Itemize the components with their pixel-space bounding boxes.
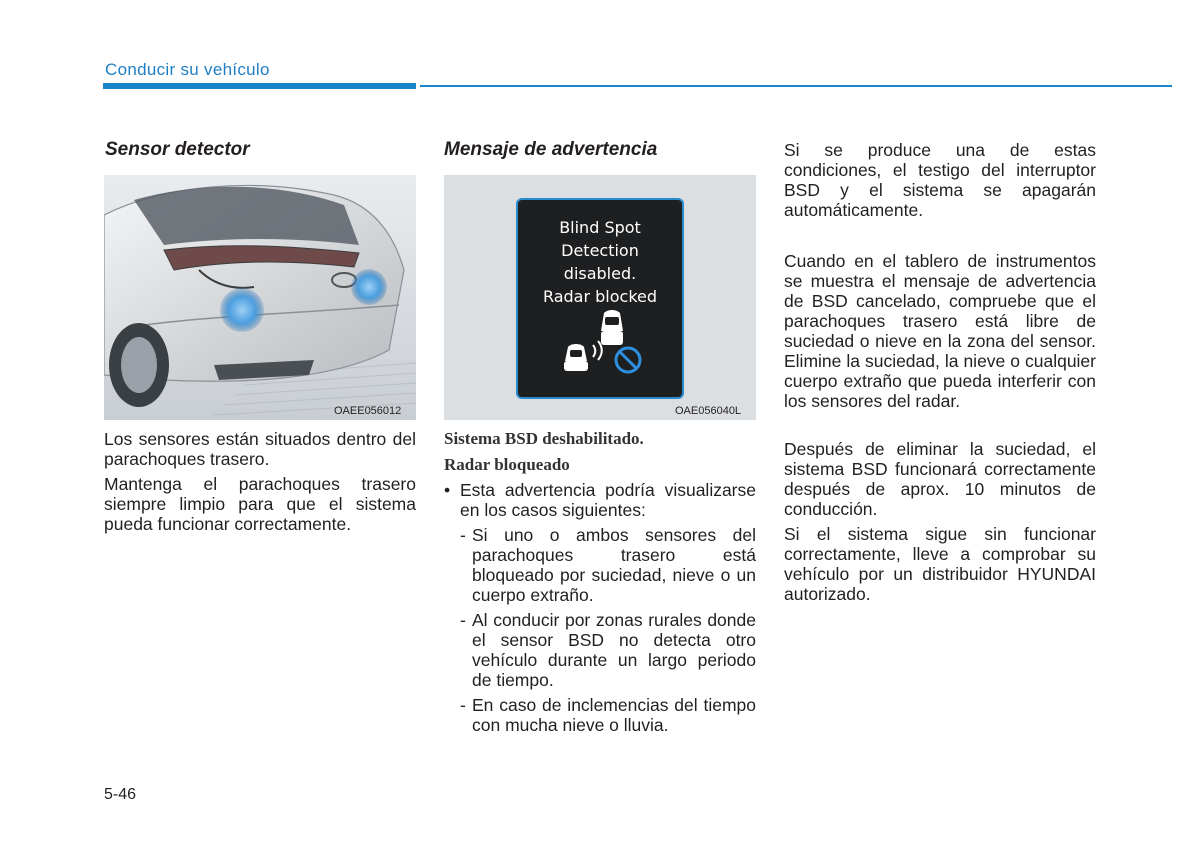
page-number: 5-46 (104, 786, 137, 803)
heading-sensor-detector: Sensor detector (105, 139, 250, 160)
display-line: disabled. (563, 264, 637, 283)
cluster-display (516, 198, 684, 399)
subitem-text: Si uno o ambos sensores del parachoques trasero está bloqueado por suciedad, nieve o un cuerpo extraño. (472, 525, 756, 605)
subitem-text: Al conducir por zonas rurales donde el sensor BSD no detecta otro vehículo durante un largo periodo de tiempo. (472, 610, 756, 690)
warning-conditions-list (444, 480, 756, 735)
figure-rear-bumper-sensors (104, 175, 416, 420)
list-item (444, 610, 756, 690)
paragraph-auto-off: Si se produce una de estas condiciones, el testigo del interruptor BSD y el sistema se apagarán automáticamente. (784, 140, 1096, 220)
dash-mark: - (460, 610, 466, 630)
paragraph-dealer: Si el sistema sigue sin funcionar correctamente, lleve a comprobar su vehículo por un distribuidor HYUNDAI autorizado. (784, 524, 1096, 604)
figure-code-2: OAE056040L (675, 405, 742, 417)
bullet-mark: • (444, 480, 451, 500)
display-line: Blind Spot (559, 218, 641, 237)
section-title: Conducir su vehículo (105, 60, 270, 79)
list-item (444, 525, 756, 605)
display-line: Detection (561, 241, 639, 260)
caption-bsd-disabled: Sistema BSD deshabilitado. (444, 429, 644, 448)
bullet-text: Esta advertencia podría visualizarse en los casos siguientes: (460, 480, 756, 520)
display-line: Radar blocked (542, 287, 658, 306)
header-rule-thin (420, 85, 1172, 87)
paragraph-check-bumper: Cuando en el tablero de instrumentos se muestra el mensaje de advertencia de BSD cancelado, compruebe que el parachoques trasero está libre de suciedad o nieve en la zona del sensor. Elimine la suciedad, la nieve o cualquier cuerpo extraño que pueda interferir con los sensores del radar. (784, 251, 1096, 411)
dash-mark: - (460, 525, 466, 545)
paragraph-keep-clean: Mantenga el parachoques trasero siempre limpio para que el sistema pueda funcionar correctamente. (104, 474, 416, 534)
dash-mark: - (460, 695, 466, 715)
list-item (444, 695, 756, 735)
header-rule-thick (103, 83, 416, 89)
figure-cluster-warning (444, 175, 756, 420)
paragraph-after-cleaning: Después de eliminar la suciedad, el sistema BSD funcionará correctamente después de aprox. 10 minutos de conducción. (784, 439, 1096, 519)
paragraph-sensors-location: Los sensores están situados dentro del parachoques trasero. (104, 429, 416, 469)
figure-code-1: OAEE056012 (334, 405, 402, 417)
heading-warning-message: Mensaje de advertencia (444, 139, 658, 160)
bsd-blocked-icon (558, 305, 648, 380)
list-item (444, 480, 756, 520)
car-rear-illustration (104, 175, 416, 420)
subitem-text: En caso de inclemencias del tiempo con mucha nieve o lluvia. (472, 695, 756, 735)
caption-radar-blocked: Radar bloqueado (444, 455, 570, 474)
